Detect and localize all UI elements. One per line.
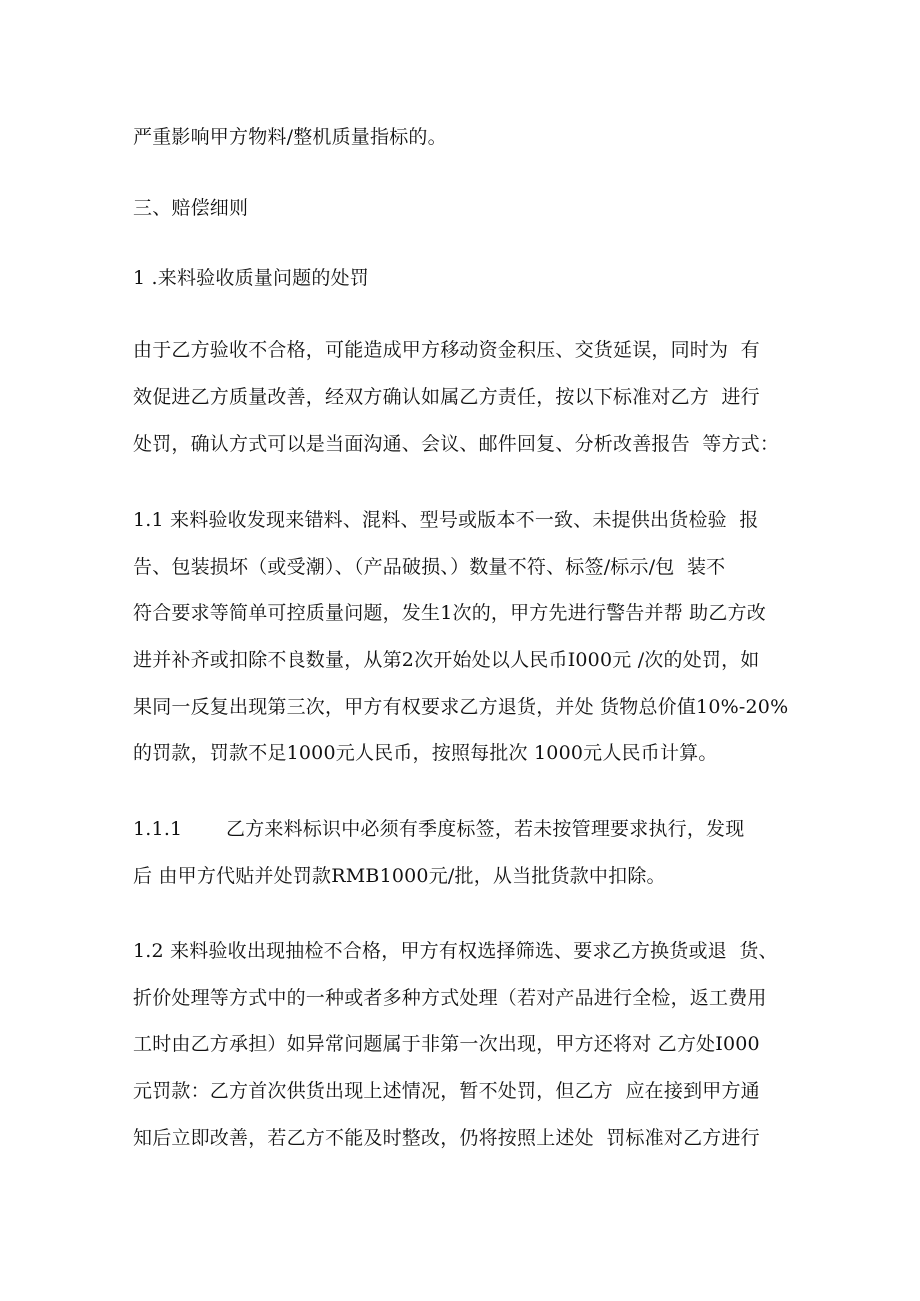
clause-1-2-line-5: 知后立即改善，若乙方不能及时整改，仍将按照上述处 罚标准对乙方进行 <box>133 1127 760 1149</box>
subsection-heading: 1 .来料验收质量问题的处罚 <box>133 267 369 289</box>
text-line-1: 严重影响甲方物料/整机质量指标的。 <box>133 126 447 148</box>
paragraph-intro-line-3: 处罚，确认方式可以是当面沟通、会议、邮件回复、分析改善报告 等方式： <box>133 433 780 455</box>
clause-1-1-line-4: 进并补齐或扣除不良数量，从第2次开始处以人民币I000元 /次的处罚，如 <box>133 649 760 671</box>
clause-1-1-1-line-2: 后 由甲方代贴并处罚款RMB1000元/批，从当批货款中扣除。 <box>133 865 666 887</box>
section-heading: 三、赔偿细则 <box>133 197 249 219</box>
clause-1-2-line-3: 工时由乙方承担）如异常问题属于非第一次出现，甲方还将对 乙方处I000 <box>133 1033 760 1055</box>
clause-1-1-1-line-1: 1.1.1 乙方来料标识中必须有季度标签，若未按管理要求执行，发现 <box>133 818 745 840</box>
clause-1-1-line-2: 告、包装损坏（或受潮）、（产品破损、）数量不符、标签/标示/包 装不 <box>133 556 726 578</box>
clause-1-1-line-1: 1.1 来料验收发现来错料、混料、型号或版本不一致、未提供出货检验 报 <box>133 509 759 531</box>
clause-1-1-line-5: 果同一反复出现第三次，甲方有权要求乙方退货，并处 货物总价值10%-20% <box>133 696 789 718</box>
paragraph-intro-line-1: 由于乙方验收不合格，可能造成甲方移动资金积压、交货延误，同时为 有 <box>133 339 760 361</box>
clause-1-1-line-6: 的罚款，罚款不足1000元人民币，按照每批次 1000元人民币计算。 <box>133 742 718 764</box>
clause-1-2-line-1: 1.2 来料验收出现抽检不合格，甲方有权选择筛选、要求乙方换货或退 货、 <box>133 940 778 962</box>
clause-1-2-line-4: 元罚款：乙方首次供货出现上述情况，暂不处罚，但乙方 应在接到甲方通 <box>133 1080 760 1102</box>
clause-1-1-line-3: 符合要求等简单可控质量问题，发生1次的，甲方先进行警告并帮 助乙方改 <box>133 602 766 624</box>
clause-1-2-line-2: 折价处理等方式中的一种或者多种方式处理（若对产品进行全检，返工费用 <box>133 987 767 1009</box>
paragraph-intro-line-2: 效促进乙方质量改善，经双方确认如属乙方责任，按以下标准对乙方 进行 <box>133 386 760 408</box>
